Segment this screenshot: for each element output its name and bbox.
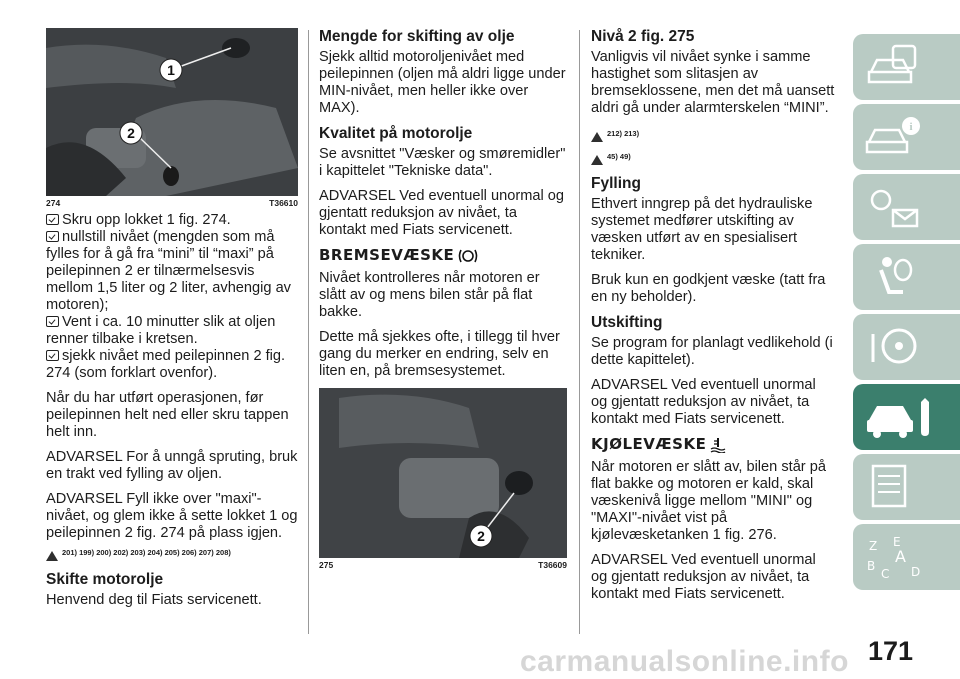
checkbox-icon bbox=[46, 214, 59, 225]
alphabet-index-icon bbox=[863, 532, 923, 582]
paragraph: Når du har utført operasjonen, før peilepinnen helt ned eller skru tappen helt inn. bbox=[46, 390, 289, 440]
tab-warning-lights[interactable] bbox=[853, 174, 960, 240]
steering-wheel-icon bbox=[863, 322, 923, 372]
svg-text:A: A bbox=[895, 547, 906, 566]
heading-kjolevaeske: KJØLEVÆSKE bbox=[591, 436, 835, 453]
page-number: 171 bbox=[868, 636, 914, 666]
svg-text:i: i bbox=[909, 121, 913, 133]
column-1 bbox=[46, 28, 298, 617]
checkbox-icon bbox=[46, 350, 59, 361]
warning-lights-icon bbox=[863, 182, 923, 232]
coolant-icon bbox=[710, 437, 726, 453]
engine-bay-illustration bbox=[46, 28, 298, 196]
heading-bremsevaeske: BREMSEVÆSKE bbox=[319, 247, 567, 264]
car-info-icon bbox=[863, 42, 923, 92]
tab-safety[interactable] bbox=[853, 244, 960, 310]
paragraph: Vanligvis vil nivået synke i samme hastighet som slitasjen av bremseklossene, men det må uansett aldri gå under alarmterskelen “MINI”. bbox=[591, 49, 835, 116]
heading-skifte-motorolje: Skifte motorolje bbox=[46, 571, 164, 588]
callout-1: 1 bbox=[167, 62, 175, 78]
tab-driving[interactable] bbox=[853, 314, 960, 380]
references: 212) 213) bbox=[591, 125, 835, 142]
heading-fylling: Fylling bbox=[591, 175, 641, 192]
references: 201) 199) 200) 202) 203) 204) 205) 206) 207) 208) bbox=[46, 544, 298, 561]
warning-paragraph: ADVARSEL Ved eventuell unormal og gjentatt reduksjon av nivået, ta kontakt med Fiats servicenett. bbox=[319, 188, 564, 238]
bullet-item: Vent i ca. 10 minutter slik at oljen renner tilbake i kretsen. bbox=[46, 314, 276, 347]
car-wrench-icon bbox=[863, 392, 943, 442]
warning-paragraph: ADVARSEL Ved eventuell unormal og gjentatt reduksjon av nivået, ta kontakt med Fiats servicenett. bbox=[591, 377, 816, 427]
warning-triangle-icon bbox=[591, 132, 603, 142]
heading-utskifting: Utskifting bbox=[591, 314, 663, 331]
engine-photo-275 bbox=[319, 388, 567, 558]
paragraph: Se avsnittet "Væsker og smøremidler" i kapittelet "Tekniske data". bbox=[319, 146, 566, 179]
svg-text:D: D bbox=[911, 565, 921, 579]
paragraph: Henvend deg til Fiats servicenett. bbox=[46, 592, 262, 608]
heading-niva: Nivå 2 fig. 275 bbox=[591, 28, 695, 45]
paragraph: Bruk kun en godkjent væske (tatt fra en ny beholder). bbox=[591, 272, 826, 305]
paragraph: Når motoren er slått av, bilen står på flat bakke og motoren er kald, skal væskenivå ligge mellom "MINI" og "MAXI"-nivået vist på kjølevæsketanken 1 fig. 276. bbox=[591, 459, 826, 543]
figure-code: T36610 bbox=[269, 198, 298, 208]
column-3 bbox=[591, 28, 835, 611]
paragraph: Dette må sjekkes ofte, i tillegg til hver gang du merker en endring, selv en liten en, på bremsesystemet. bbox=[319, 329, 560, 379]
warning-paragraph: ADVARSEL Ved eventuell unormal og gjentatt reduksjon av nivået, ta kontakt med Fiats servicenett. bbox=[591, 552, 816, 602]
column-2 bbox=[319, 28, 567, 574]
figure-number: 274 bbox=[46, 198, 61, 208]
chapter-sidebar bbox=[853, 34, 960, 594]
references: 45) 49) bbox=[591, 148, 835, 165]
warning-paragraph: ADVARSEL For å unngå spruting, bruk en trakt ved fylling av oljen. bbox=[46, 449, 298, 482]
warning-paragraph: ADVARSEL Fyll ikke over "maxi"-nivået, og glem ikke å sette lokket 1 og peilepinnen 2 fig. 274 på plass igjen. bbox=[46, 491, 298, 541]
warning-triangle-icon bbox=[46, 551, 58, 561]
paragraph: Nivået kontrolleres når motoren er slått av og mens bilen står på flat bakke. bbox=[319, 270, 540, 320]
tab-car-info-i[interactable] bbox=[853, 104, 960, 170]
svg-text:E: E bbox=[893, 535, 901, 549]
engine-photo-274 bbox=[46, 28, 298, 196]
paragraph: Ethvert inngrep på det hydrauliske systemet medfører utskifting av væsken utført av en spesialisert tekniker. bbox=[591, 196, 813, 263]
svg-text:Z: Z bbox=[869, 539, 878, 553]
bullet-item: sjekk nivået med peilepinnen 2 fig. 274 (som forklart ovenfor). bbox=[46, 348, 286, 381]
bullet-item: Skru opp lokket 1 fig. 274. bbox=[46, 212, 298, 229]
checkbox-icon bbox=[46, 316, 59, 327]
brake-reservoir-illustration bbox=[319, 388, 567, 558]
car-info-i-icon bbox=[863, 112, 923, 162]
paragraph: Se program for planlagt vedlikehold (i dette kapittelet). bbox=[591, 335, 833, 368]
figure-number: 275 bbox=[319, 560, 334, 570]
svg-text:C: C bbox=[881, 567, 890, 581]
column-divider bbox=[308, 30, 309, 634]
figure-caption-275 bbox=[319, 558, 567, 572]
figure-caption-274 bbox=[46, 196, 298, 210]
paragraph: Sjekk alltid motoroljenivået med peilepinnen (oljen må aldri ligge under MIN-nivået, men heller ikke over MAX). bbox=[319, 49, 566, 116]
heading-kvalitet: Kvalitet på motorolje bbox=[319, 125, 473, 142]
airbag-seat-icon bbox=[863, 252, 923, 302]
brake-fluid-icon bbox=[458, 248, 478, 264]
column-divider bbox=[579, 30, 580, 634]
svg-text:B: B bbox=[867, 559, 876, 573]
spec-list-icon bbox=[863, 462, 923, 512]
bullet-item: nullstill nivået (mengden som må fylles for å gå fra “mini” til “maxi” på peilepinnen 2 er tilnærmelsesvis mellom 1,5 liter og 2 liter, avhengig av motoren); bbox=[46, 229, 291, 313]
tab-maintenance[interactable] bbox=[853, 384, 960, 450]
tab-technical-data[interactable] bbox=[853, 454, 960, 520]
checkbox-icon bbox=[46, 231, 59, 242]
callout-2: 2 bbox=[127, 125, 135, 141]
watermark: carmanualsonline.info bbox=[520, 645, 849, 678]
figure-code: T36609 bbox=[538, 560, 567, 570]
tab-car-info[interactable] bbox=[853, 34, 960, 100]
heading-mengde: Mengde for skifting av olje bbox=[319, 28, 515, 45]
caution-triangle-icon bbox=[591, 155, 603, 165]
tab-index[interactable] bbox=[853, 524, 960, 590]
callout-2: 2 bbox=[477, 528, 485, 544]
